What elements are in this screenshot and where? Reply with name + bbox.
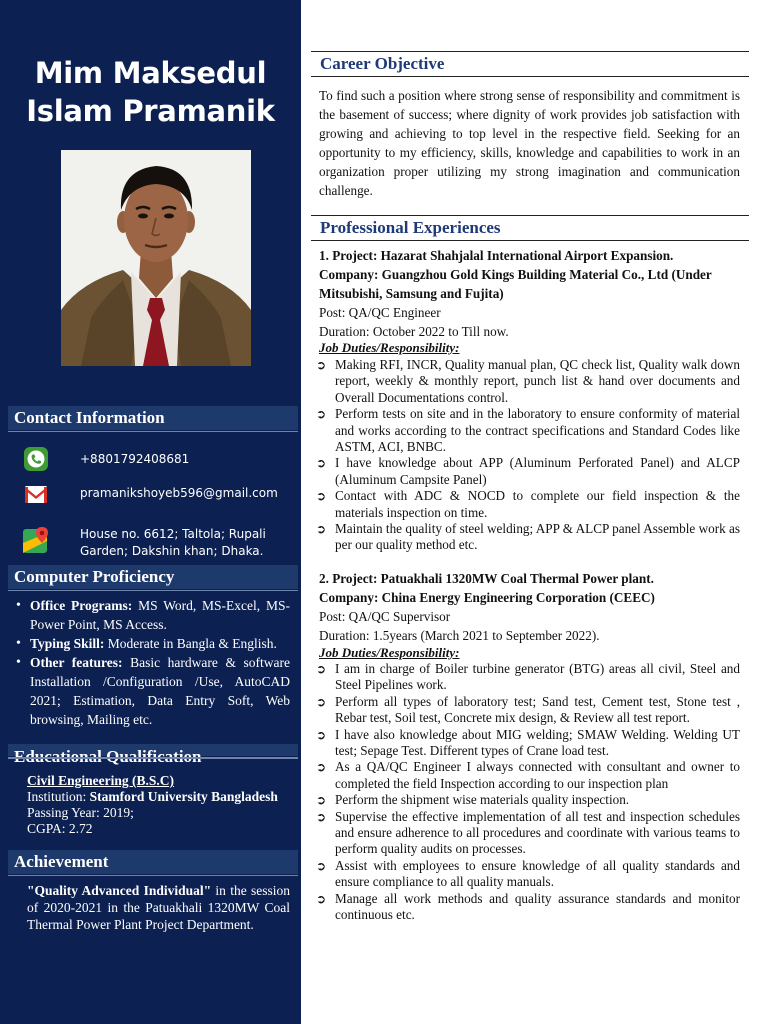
project-2-title	[319, 569, 740, 588]
skill-typing	[16, 634, 290, 653]
skill-label: Other features:	[30, 655, 123, 670]
arrow-bullet-icon: ➲	[316, 662, 327, 676]
institution-name: Stamford University Bangladesh	[89, 789, 278, 804]
project-2-duration: Duration: 1.5years (March 2021 to September 2022).	[319, 628, 600, 643]
institution-line	[27, 789, 295, 805]
gmail-icon	[22, 482, 50, 508]
arrow-bullet-icon: ➲	[316, 694, 327, 709]
project-2-post: Post: QA/QC Supervisor	[319, 609, 451, 624]
duty-text: Perform tests on site and in the laboratory to ensure conformity of material and works according to the contract specifications and Standard Codes like ASTM, ACI, BNBC.	[335, 406, 740, 455]
arrow-bullet-icon: ➲	[316, 727, 327, 742]
name-line-1: Mim Maksedul	[34, 56, 267, 90]
duty-item	[316, 661, 740, 694]
phone-number[interactable]: +8801792408681	[80, 452, 190, 466]
email-address[interactable]: pramanikshoyeb596@gmail.com	[80, 486, 278, 500]
duty-item	[316, 488, 740, 521]
skill-text: Basic hardware & software Installation /Configuration /Use, AutoCAD 2021; Estimation, Data Entry Soft, Web browsing, Mailing etc.	[30, 655, 290, 727]
project-1-duration: Duration: October 2022 to Till now.	[319, 324, 509, 339]
company-name: Company: Guangzhou Gold Kings Building Material Co., Ltd (Under Mitsubishi, Samsung and Fujita)	[319, 267, 712, 301]
achievement-description: in the session of 2020-2021 in the Patuakhali 1320MW Coal Thermal Power Plant Project Department.	[27, 883, 291, 932]
achievement-header: Achievement	[8, 850, 298, 874]
name-line-2: Islam Pramanik	[26, 94, 275, 128]
computer-divider	[8, 590, 298, 591]
career-objective-text: To find such a position where strong sense of responsibility and commitment is the basement of success; where dignity of work provides job satisfaction with growing and achieving to top level in the respective field. Seeking for an opportunity to my efficiency, skills, knowledge and capabilities to work in an organization proper utilizing my strong imagination and communication challenge.	[319, 88, 740, 198]
degree-title: Civil Engineering (B.S.C)	[27, 773, 175, 788]
arrow-bullet-icon: ➲	[316, 358, 327, 372]
address-line-1: House no. 6612; Taltola; Rupali	[80, 527, 266, 541]
arrow-bullet-icon: ➲	[316, 809, 327, 824]
project-1	[319, 246, 740, 341]
project-1-duties-title: Job Duties/Responsibility:	[319, 340, 460, 355]
arrow-bullet-icon: ➲	[316, 858, 327, 873]
project-name: 2. Project: Patuakhali 1320MW Coal Thermal Power plant.	[319, 571, 654, 586]
skill-other-features	[16, 653, 290, 729]
duty-text: Supervise the effective implementation of all test and inspection schedules and ensure adherence to all procedures and coordinate with various teams to perform quality audits on processes.	[335, 808, 740, 857]
achievement-divider	[8, 875, 298, 876]
achievement-text	[27, 882, 290, 933]
arrow-bullet-icon: ➲	[316, 891, 327, 906]
project-2-company	[319, 588, 740, 607]
duty-text: Contact with ADC & NOCD to complete our field inspection & the materials inspection on time.	[335, 488, 740, 520]
duty-item	[316, 694, 740, 727]
duty-text: Manage all work methods and quality assurance standards and monitor continuous etc.	[335, 890, 740, 923]
education-header	[8, 744, 298, 756]
phone-icon	[22, 446, 50, 472]
achievement-quote: "Quality Advanced Individual"	[27, 883, 212, 898]
arrow-bullet-icon: ➲	[316, 760, 327, 775]
address-line-2: Garden; Dakshin khan; Dhaka.	[80, 544, 264, 558]
duty-text: I have also knowledge about MIG welding; SMAW Welding. Welding UT test; Sepage Test. Different types of Crane load test.	[335, 726, 740, 759]
duty-item	[316, 455, 740, 488]
skill-office-programs	[16, 596, 290, 634]
duty-item	[316, 357, 740, 406]
education-details	[27, 773, 295, 837]
company-name: Company: China Energy Engineering Corporation (CEEC)	[319, 590, 655, 605]
duty-text: I am in charge of Boiler turbine generator (BTG) areas all civil, Steel and Steel Pipelines work.	[335, 661, 740, 693]
professional-experiences-header: Professional Experiences	[311, 215, 749, 241]
candidate-name	[0, 54, 301, 130]
skill-text: Moderate in Bangla & English.	[104, 636, 277, 651]
arrow-bullet-icon: ➲	[316, 489, 327, 504]
skill-label: Typing Skill:	[30, 636, 105, 651]
duty-text: I have knowledge about APP (Aluminum Perforated Panel) and ALCP (Aluminum Campsite Panel)	[335, 455, 740, 487]
arrow-bullet-icon: ➲	[316, 456, 327, 471]
duty-item	[316, 406, 740, 455]
project-2-duties-list	[316, 661, 740, 924]
duty-text: Perform the shipment wise materials quality inspection.	[335, 792, 630, 808]
project-2	[319, 569, 740, 645]
cgpa: CGPA: 2.72	[27, 821, 93, 836]
project-1-title	[319, 246, 740, 265]
duty-item	[316, 521, 740, 554]
duty-item	[316, 809, 740, 858]
profile-photo	[61, 150, 251, 366]
institution-label: Institution:	[27, 789, 90, 804]
main-content	[311, 0, 749, 1024]
sidebar	[0, 0, 301, 1024]
skill-text: MS Word, MS-Excel, MS-Power Point, MS Access.	[30, 598, 290, 632]
project-1-post: Post: QA/QC Engineer	[319, 305, 441, 320]
project-1-duties-list	[316, 357, 740, 554]
duty-item	[316, 891, 740, 924]
arrow-bullet-icon: ➲	[316, 793, 327, 808]
duty-item	[316, 727, 740, 760]
education-divider	[8, 757, 298, 759]
passing-year: Passing Year: 2019;	[27, 805, 134, 820]
duty-text: Making RFI, INCR, Quality manual plan, QC check list, Quality walk down report, weekly & monthly report, punch list & hand over documents and Overall Documentations control.	[335, 357, 740, 405]
project-2-duties-title: Job Duties/Responsibility:	[319, 645, 460, 660]
postal-address	[80, 526, 290, 560]
contact-divider	[8, 431, 298, 432]
arrow-bullet-icon: ➲	[316, 522, 327, 537]
computer-skills-list	[16, 596, 290, 729]
arrow-bullet-icon: ➲	[316, 407, 327, 422]
duty-item	[316, 858, 740, 891]
duty-item	[316, 792, 740, 808]
project-1-company	[319, 265, 740, 303]
career-objective-header: Career Objective	[311, 51, 749, 77]
map-pin-icon	[22, 526, 50, 552]
duty-text: Assist with employees to ensure knowledge of all quality standards and ensure compliance to all quality manuals.	[335, 857, 740, 890]
project-name: 1. Project: Hazarat Shahjalal International Airport Expansion.	[319, 248, 674, 263]
duty-text: Maintain the quality of steel welding; APP & ALCP panel Assemble work as per our quality method etc.	[335, 521, 740, 553]
duty-text: Perform all types of laboratory test; Sand test, Cement test, Stone test , Rebar test, Soil test, Concrete mix design, & Review all test report.	[335, 693, 740, 726]
contact-information-header: Contact Information	[8, 406, 298, 430]
computer-proficiency-header: Computer Proficiency	[8, 565, 298, 589]
duty-text: As a QA/QC Engineer I always connected with consultant and owner to completed the field Inspection according to our inspection plan	[335, 759, 740, 791]
skill-label: Office Programs:	[30, 598, 133, 613]
duty-item	[316, 759, 740, 792]
